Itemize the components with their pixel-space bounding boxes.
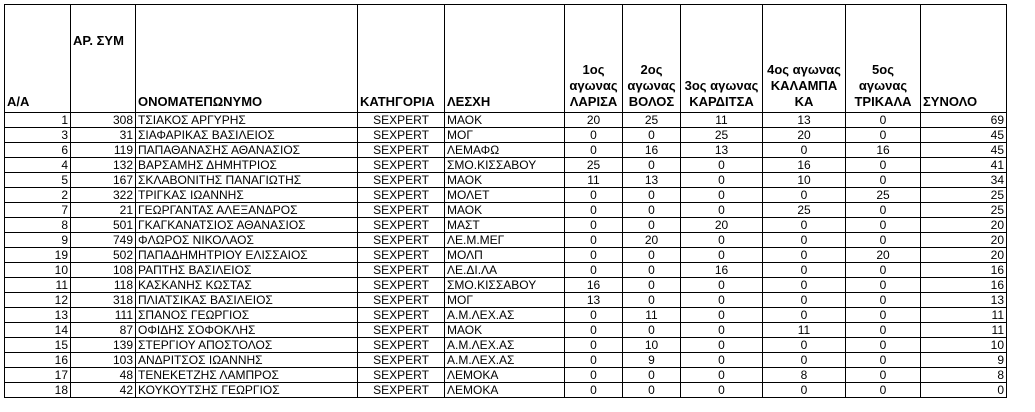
cell-round-3[interactable]: 0 xyxy=(681,383,763,398)
cell-member-number[interactable]: 111 xyxy=(71,308,136,323)
cell-category[interactable]: SEXPERT xyxy=(358,323,445,338)
cell-total[interactable]: 20 xyxy=(921,248,1007,263)
cell-full-name[interactable]: ΚΟΥΚΟΥΤΣΗΣ ΓΕΩΡΓΙΟΣ xyxy=(136,383,358,398)
cell-round-4[interactable]: 0 xyxy=(763,293,846,308)
cell-round-1[interactable]: 11 xyxy=(565,173,623,188)
cell-round-2[interactable]: 9 xyxy=(623,353,681,368)
cell-category[interactable]: SEXPERT xyxy=(358,143,445,158)
cell-round-2[interactable]: 0 xyxy=(623,278,681,293)
cell-category[interactable]: SEXPERT xyxy=(358,113,445,128)
cell-club[interactable]: Α.Μ.ΛΕΧ.ΑΣ xyxy=(445,338,565,353)
cell-round-5[interactable]: 0 xyxy=(846,263,921,278)
cell-aa[interactable]: 3 xyxy=(5,128,71,143)
cell-round-1[interactable]: 0 xyxy=(565,143,623,158)
cell-round-4[interactable]: 0 xyxy=(763,353,846,368)
cell-aa[interactable]: 8 xyxy=(5,218,71,233)
cell-category[interactable]: SEXPERT xyxy=(358,278,445,293)
cell-round-2[interactable]: 0 xyxy=(623,323,681,338)
cell-full-name[interactable]: ΡΑΠΤΗΣ ΒΑΣΙΛΕΙΟΣ xyxy=(136,263,358,278)
cell-round-5[interactable]: 0 xyxy=(846,338,921,353)
cell-club[interactable]: ΜΟΛΠ xyxy=(445,248,565,263)
cell-aa[interactable]: 7 xyxy=(5,203,71,218)
cell-full-name[interactable]: ΤΕΝΕΚΕΤΖΗΣ ΛΑΜΠΡΟΣ xyxy=(136,368,358,383)
table-row xyxy=(5,143,1007,158)
cell-round-2[interactable]: 16 xyxy=(623,143,681,158)
cell-round-3[interactable]: 0 xyxy=(681,368,763,383)
cell-club[interactable]: ΣΜΟ.ΚΙΣΣΑΒΟΥ xyxy=(445,278,565,293)
cell-total[interactable]: 25 xyxy=(921,203,1007,218)
cell-round-4[interactable]: 0 xyxy=(763,248,846,263)
cell-total[interactable]: 0 xyxy=(921,383,1007,398)
cell-member-number[interactable]: 48 xyxy=(71,368,136,383)
cell-round-5[interactable]: 0 xyxy=(846,383,921,398)
cell-category[interactable]: SEXPERT xyxy=(358,368,445,383)
cell-round-2[interactable]: 0 xyxy=(623,158,681,173)
cell-total[interactable]: 16 xyxy=(921,278,1007,293)
table-row xyxy=(5,113,1007,128)
cell-aa[interactable]: 15 xyxy=(5,338,71,353)
cell-member-number[interactable]: 21 xyxy=(71,203,136,218)
cell-category[interactable]: SEXPERT xyxy=(358,248,445,263)
cell-member-number[interactable]: 42 xyxy=(71,383,136,398)
cell-round-3[interactable]: 0 xyxy=(681,248,763,263)
cell-round-2[interactable]: 0 xyxy=(623,263,681,278)
cell-round-3[interactable]: 0 xyxy=(681,338,763,353)
cell-full-name[interactable]: ΟΦΙΔΗΣ ΣΟΦΟΚΛΗΣ xyxy=(136,323,358,338)
cell-round-5[interactable]: 0 xyxy=(846,368,921,383)
cell-member-number[interactable]: 318 xyxy=(71,293,136,308)
cell-round-3[interactable]: 16 xyxy=(681,263,763,278)
cell-club[interactable]: ΜΑΟΚ xyxy=(445,173,565,188)
cell-round-5[interactable]: 20 xyxy=(846,248,921,263)
cell-round-5[interactable]: 0 xyxy=(846,323,921,338)
cell-round-2[interactable]: 0 xyxy=(623,383,681,398)
cell-full-name[interactable]: ΓΕΩΡΓΑΝΤΑΣ ΑΛΕΞΑΝΔΡΟΣ xyxy=(136,203,358,218)
cell-total[interactable]: 45 xyxy=(921,128,1007,143)
cell-round-1[interactable]: 0 xyxy=(565,263,623,278)
table-row xyxy=(5,353,1007,368)
cell-round-2[interactable]: 0 xyxy=(623,128,681,143)
cell-club[interactable]: ΜΑΣΤ xyxy=(445,218,565,233)
table-row xyxy=(5,323,1007,338)
cell-member-number[interactable]: 167 xyxy=(71,173,136,188)
cell-full-name[interactable]: ΤΡΙΓΚΑΣ ΙΩΑΝΝΗΣ xyxy=(136,188,358,203)
cell-aa[interactable]: 13 xyxy=(5,308,71,323)
cell-aa[interactable]: 12 xyxy=(5,293,71,308)
cell-aa[interactable]: 2 xyxy=(5,188,71,203)
cell-aa[interactable]: 19 xyxy=(5,248,71,263)
cell-round-4[interactable]: 25 xyxy=(763,203,846,218)
cell-full-name[interactable]: ΣΠΑΝΟΣ ΓΕΩΡΓΙΟΣ xyxy=(136,308,358,323)
cell-club[interactable]: ΜΑΟΚ xyxy=(445,113,565,128)
header-round-3[interactable]: 3ος αγωνας ΚΑΡΔΙΤΣΑ xyxy=(681,5,763,113)
cell-round-5[interactable]: 0 xyxy=(846,128,921,143)
cell-full-name[interactable]: ΤΣΙΑΚΟΣ ΑΡΓΥΡΗΣ xyxy=(136,113,358,128)
cell-category[interactable]: SEXPERT xyxy=(358,293,445,308)
cell-round-1[interactable]: 0 xyxy=(565,233,623,248)
cell-round-4[interactable]: 0 xyxy=(763,308,846,323)
cell-round-4[interactable]: 0 xyxy=(763,233,846,248)
cell-category[interactable]: SEXPERT xyxy=(358,128,445,143)
cell-round-2[interactable]: 0 xyxy=(623,188,681,203)
cell-round-5[interactable]: 0 xyxy=(846,203,921,218)
cell-total[interactable]: 8 xyxy=(921,368,1007,383)
cell-full-name[interactable]: ΣΚΛΑΒΟΝΙΤΗΣ ΠΑΝΑΓΙΩΤΗΣ xyxy=(136,173,358,188)
cell-full-name[interactable]: ΚΑΣΚΑΝΗΣ ΚΩΣΤΑΣ xyxy=(136,278,358,293)
cell-club[interactable]: Α.Μ.ΛΕΧ.ΑΣ xyxy=(445,353,565,368)
cell-round-1[interactable]: 0 xyxy=(565,353,623,368)
cell-round-4[interactable]: 16 xyxy=(763,158,846,173)
table-row xyxy=(5,293,1007,308)
cell-round-4[interactable]: 0 xyxy=(763,383,846,398)
cell-round-1[interactable]: 0 xyxy=(565,203,623,218)
cell-round-2[interactable]: 20 xyxy=(623,233,681,248)
cell-round-4[interactable]: 8 xyxy=(763,368,846,383)
cell-total[interactable]: 45 xyxy=(921,143,1007,158)
table-row xyxy=(5,248,1007,263)
cell-round-2[interactable]: 10 xyxy=(623,338,681,353)
cell-round-5[interactable]: 0 xyxy=(846,233,921,248)
cell-round-4[interactable]: 0 xyxy=(763,188,846,203)
cell-round-5[interactable]: 0 xyxy=(846,293,921,308)
cell-round-5[interactable]: 0 xyxy=(846,173,921,188)
cell-round-3[interactable]: 13 xyxy=(681,143,763,158)
cell-aa[interactable]: 18 xyxy=(5,383,71,398)
cell-aa[interactable]: 11 xyxy=(5,278,71,293)
cell-full-name[interactable]: ΒΑΡΣΑΜΗΣ ΔΗΜΗΤΡΙΟΣ xyxy=(136,158,358,173)
cell-member-number[interactable]: 749 xyxy=(71,233,136,248)
table-row xyxy=(5,308,1007,323)
cell-round-3[interactable]: 0 xyxy=(681,233,763,248)
cell-category[interactable]: SEXPERT xyxy=(358,383,445,398)
table-row xyxy=(5,188,1007,203)
cell-round-3[interactable]: 20 xyxy=(681,218,763,233)
table-row xyxy=(5,203,1007,218)
cell-total[interactable]: 20 xyxy=(921,233,1007,248)
cell-club[interactable]: ΛΕΜΟΚΑ xyxy=(445,383,565,398)
cell-member-number[interactable]: 108 xyxy=(71,263,136,278)
cell-category[interactable]: SEXPERT xyxy=(358,218,445,233)
cell-member-number[interactable]: 308 xyxy=(71,113,136,128)
cell-full-name[interactable]: ΠΑΠΑΘΑΝΑΣΗΣ ΑΘΑΝΑΣΙΟΣ xyxy=(136,143,358,158)
cell-aa[interactable]: 5 xyxy=(5,173,71,188)
cell-full-name[interactable]: ΦΛΩΡΟΣ ΝΙΚΟΛΑΟΣ xyxy=(136,233,358,248)
cell-aa[interactable]: 9 xyxy=(5,233,71,248)
header-full-name[interactable]: ΟΝΟΜΑΤΕΠΩΝΥΜΟ xyxy=(136,5,358,113)
cell-club[interactable]: Α.Μ.ΛΕΧ.ΑΣ xyxy=(445,308,565,323)
cell-round-4[interactable]: 10 xyxy=(763,173,846,188)
cell-round-4[interactable]: 0 xyxy=(763,218,846,233)
cell-member-number[interactable]: 87 xyxy=(71,323,136,338)
table-row xyxy=(5,233,1007,248)
cell-round-2[interactable]: 13 xyxy=(623,173,681,188)
cell-round-4[interactable]: 0 xyxy=(763,263,846,278)
cell-member-number[interactable]: 31 xyxy=(71,128,136,143)
cell-club[interactable]: ΛΕ.Μ.ΜΕΓ xyxy=(445,233,565,248)
table-row xyxy=(5,218,1007,233)
cell-aa[interactable]: 16 xyxy=(5,353,71,368)
table-row xyxy=(5,368,1007,383)
cell-full-name[interactable]: ΣΙΑΦΑΡΙΚΑΣ ΒΑΣΙΛΕΙΟΣ xyxy=(136,128,358,143)
cell-round-2[interactable]: 11 xyxy=(623,308,681,323)
cell-round-1[interactable]: 13 xyxy=(565,293,623,308)
cell-total[interactable]: 34 xyxy=(921,173,1007,188)
cell-aa[interactable]: 6 xyxy=(5,143,71,158)
cell-round-1[interactable]: 25 xyxy=(565,158,623,173)
cell-full-name[interactable]: ΑΝΔΡΙΤΣΟΣ ΙΩΑΝΝΗΣ xyxy=(136,353,358,368)
results-table xyxy=(4,4,1007,398)
cell-club[interactable]: ΜΟΛΕΤ xyxy=(445,188,565,203)
cell-total[interactable]: 11 xyxy=(921,323,1007,338)
cell-total[interactable]: 9 xyxy=(921,353,1007,368)
cell-round-3[interactable]: 0 xyxy=(681,293,763,308)
cell-total[interactable]: 11 xyxy=(921,308,1007,323)
cell-round-2[interactable]: 0 xyxy=(623,368,681,383)
header-round-2[interactable]: 2ος αγωνας ΒΟΛΟΣ xyxy=(623,5,681,113)
cell-category[interactable]: SEXPERT xyxy=(358,263,445,278)
cell-category[interactable]: SEXPERT xyxy=(358,158,445,173)
header-round-4[interactable]: 4ος αγωνας ΚΑΛΑΜΠΑ ΚΑ xyxy=(763,5,846,113)
cell-member-number[interactable]: 103 xyxy=(71,353,136,368)
cell-round-3[interactable]: 0 xyxy=(681,308,763,323)
header-round-1[interactable]: 1ος αγωνας ΛΑΡΙΣΑ xyxy=(565,5,623,113)
cell-round-5[interactable]: 0 xyxy=(846,113,921,128)
cell-round-3[interactable]: 0 xyxy=(681,323,763,338)
cell-round-4[interactable]: 11 xyxy=(763,323,846,338)
cell-club[interactable]: ΜΟΓ xyxy=(445,128,565,143)
cell-aa[interactable]: 14 xyxy=(5,323,71,338)
cell-aa[interactable]: 4 xyxy=(5,158,71,173)
cell-round-1[interactable]: 0 xyxy=(565,383,623,398)
cell-round-5[interactable]: 0 xyxy=(846,218,921,233)
cell-round-2[interactable]: 0 xyxy=(623,293,681,308)
cell-club[interactable]: ΜΑΟΚ xyxy=(445,203,565,218)
cell-club[interactable]: ΜΟΓ xyxy=(445,293,565,308)
cell-round-2[interactable]: 0 xyxy=(623,218,681,233)
cell-total[interactable]: 25 xyxy=(921,188,1007,203)
cell-total[interactable]: 10 xyxy=(921,338,1007,353)
cell-round-1[interactable]: 0 xyxy=(565,248,623,263)
table-row xyxy=(5,278,1007,293)
cell-category[interactable]: SEXPERT xyxy=(358,233,445,248)
cell-full-name[interactable]: ΠΛΙΑΤΣΙΚΑΣ ΒΑΣΙΛΕΙΟΣ xyxy=(136,293,358,308)
cell-round-1[interactable]: 20 xyxy=(565,113,623,128)
cell-round-1[interactable]: 0 xyxy=(565,128,623,143)
header-category[interactable]: ΚΑΤΗΓΟΡΙΑ xyxy=(358,5,445,113)
header-row xyxy=(5,5,1007,113)
cell-total[interactable]: 41 xyxy=(921,158,1007,173)
cell-round-2[interactable]: 0 xyxy=(623,203,681,218)
table-row xyxy=(5,128,1007,143)
cell-round-1[interactable]: 16 xyxy=(565,278,623,293)
cell-round-5[interactable]: 0 xyxy=(846,353,921,368)
cell-round-5[interactable]: 25 xyxy=(846,188,921,203)
cell-round-1[interactable]: 0 xyxy=(565,218,623,233)
cell-round-3[interactable]: 0 xyxy=(681,203,763,218)
header-club[interactable]: ΛΕΣΧΗ xyxy=(445,5,565,113)
cell-aa[interactable]: 10 xyxy=(5,263,71,278)
cell-round-3[interactable]: 11 xyxy=(681,113,763,128)
cell-category[interactable]: SEXPERT xyxy=(358,188,445,203)
cell-full-name[interactable]: ΓΚΑΓΚΑΝΑΤΣΙΟΣ ΑΘΑΝΑΣΙΟΣ xyxy=(136,218,358,233)
header-round-5[interactable]: 5ος αγωνας ΤΡΙΚΑΛΑ xyxy=(846,5,921,113)
cell-club[interactable]: ΛΕΜΟΚΑ xyxy=(445,368,565,383)
cell-round-5[interactable]: 16 xyxy=(846,143,921,158)
table-row xyxy=(5,383,1007,398)
header-member-number[interactable]: ΑΡ. ΣΥΜ xyxy=(71,5,136,113)
cell-full-name[interactable]: ΣΤΕΡΓΙΟΥ ΑΠΟΣΤΟΛΟΣ xyxy=(136,338,358,353)
cell-round-4[interactable]: 0 xyxy=(763,338,846,353)
cell-member-number[interactable]: 139 xyxy=(71,338,136,353)
cell-aa[interactable]: 17 xyxy=(5,368,71,383)
cell-member-number[interactable]: 132 xyxy=(71,158,136,173)
cell-member-number[interactable]: 322 xyxy=(71,188,136,203)
cell-member-number[interactable]: 119 xyxy=(71,143,136,158)
header-aa[interactable]: Α/Α xyxy=(5,5,71,113)
cell-member-number[interactable]: 502 xyxy=(71,248,136,263)
table-row xyxy=(5,173,1007,188)
cell-round-4[interactable]: 20 xyxy=(763,128,846,143)
table-row xyxy=(5,338,1007,353)
cell-club[interactable]: ΜΑΟΚ xyxy=(445,323,565,338)
cell-round-5[interactable]: 0 xyxy=(846,308,921,323)
cell-total[interactable]: 20 xyxy=(921,218,1007,233)
cell-category[interactable]: SEXPERT xyxy=(358,308,445,323)
cell-round-1[interactable]: 0 xyxy=(565,338,623,353)
cell-round-3[interactable]: 0 xyxy=(681,353,763,368)
cell-category[interactable]: SEXPERT xyxy=(358,203,445,218)
cell-round-2[interactable]: 0 xyxy=(623,248,681,263)
header-total[interactable]: ΣΥΝΟΛΟ xyxy=(921,5,1007,113)
cell-member-number[interactable]: 118 xyxy=(71,278,136,293)
cell-round-1[interactable]: 0 xyxy=(565,368,623,383)
cell-round-1[interactable]: 0 xyxy=(565,323,623,338)
cell-club[interactable]: ΣΜΟ.ΚΙΣΣΑΒΟΥ xyxy=(445,158,565,173)
cell-round-3[interactable]: 0 xyxy=(681,173,763,188)
cell-round-4[interactable]: 13 xyxy=(763,113,846,128)
cell-round-3[interactable]: 0 xyxy=(681,158,763,173)
cell-total[interactable]: 16 xyxy=(921,263,1007,278)
table-row xyxy=(5,263,1007,278)
table-row xyxy=(5,158,1007,173)
cell-round-3[interactable]: 0 xyxy=(681,188,763,203)
cell-full-name[interactable]: ΠΑΠΑΔΗΜΗΤΡΙΟΥ ΕΛΙΣΣΑΙΟΣ xyxy=(136,248,358,263)
cell-round-1[interactable]: 0 xyxy=(565,308,623,323)
cell-total[interactable]: 13 xyxy=(921,293,1007,308)
cell-club[interactable]: ΛΕ.ΔΙ.ΛΑ xyxy=(445,263,565,278)
cell-round-3[interactable]: 25 xyxy=(681,128,763,143)
cell-round-4[interactable]: 0 xyxy=(763,143,846,158)
cell-total[interactable]: 69 xyxy=(921,113,1007,128)
cell-category[interactable]: SEXPERT xyxy=(358,338,445,353)
cell-category[interactable]: SEXPERT xyxy=(358,353,445,368)
cell-round-5[interactable]: 0 xyxy=(846,278,921,293)
cell-round-4[interactable]: 0 xyxy=(763,278,846,293)
cell-aa[interactable]: 1 xyxy=(5,113,71,128)
cell-club[interactable]: ΛΕΜΑΦΩ xyxy=(445,143,565,158)
cell-round-3[interactable]: 0 xyxy=(681,278,763,293)
cell-round-2[interactable]: 25 xyxy=(623,113,681,128)
cell-category[interactable]: SEXPERT xyxy=(358,173,445,188)
cell-round-5[interactable]: 0 xyxy=(846,158,921,173)
cell-member-number[interactable]: 501 xyxy=(71,218,136,233)
cell-round-1[interactable]: 0 xyxy=(565,188,623,203)
